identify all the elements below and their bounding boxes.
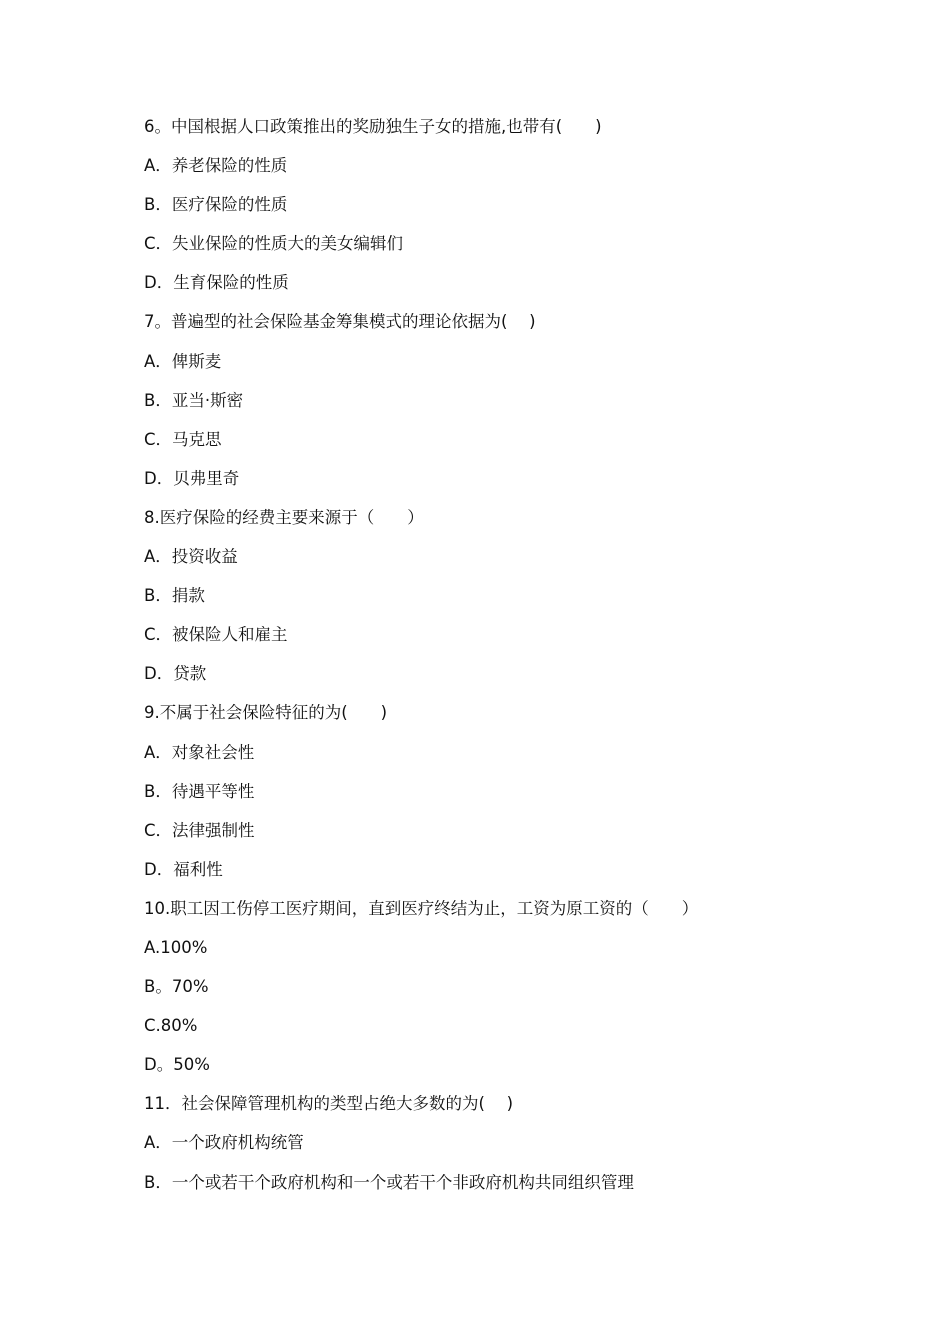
option-10d: D。50% bbox=[144, 1055, 210, 1075]
question-11: 11．社会保障管理机构的类型占绝大多数的为( ) bbox=[144, 1094, 514, 1114]
option-8a: A．投资收益 bbox=[144, 547, 238, 567]
option-9a: A．对象社会性 bbox=[144, 742, 255, 762]
option-8c: C．被保险人和雇主 bbox=[144, 625, 288, 645]
option-6a: A．养老保险的性质 bbox=[144, 156, 288, 176]
option-11b: B．一个或若干个政府机构和一个或若干个非政府机构共同组织管理 bbox=[144, 1172, 634, 1192]
option-6c: C．失业保险的性质大的美女编辑们 bbox=[144, 234, 404, 254]
option-7d: D．贝弗里奇 bbox=[144, 468, 240, 488]
question-7: 7。普遍型的社会保险基金筹集模式的理论依据为( ) bbox=[144, 312, 536, 332]
option-8d: D．贷款 bbox=[144, 664, 207, 684]
option-10a: A.100% bbox=[144, 937, 208, 957]
document-page bbox=[144, 111, 904, 1206]
option-7a: A．俾斯麦 bbox=[144, 351, 222, 371]
option-10c: C.80% bbox=[144, 1016, 198, 1036]
option-8b: B．捐款 bbox=[144, 586, 205, 606]
option-9b: B．待遇平等性 bbox=[144, 781, 255, 801]
question-9: 9.不属于社会保险特征的为( ) bbox=[144, 703, 388, 723]
question-6: 6。中国根据人口政策推出的奖励独生子女的措施,也带有( ) bbox=[144, 117, 602, 136]
question-10: 10.职工因工伤停工医疗期间，直到医疗终结为止，工资为原工资的（ ） bbox=[144, 898, 699, 918]
option-6b: B．医疗保险的性质 bbox=[144, 195, 288, 215]
option-6d: D．生育保险的性质 bbox=[144, 273, 289, 293]
option-9c: C．法律强制性 bbox=[144, 820, 255, 840]
option-7c: C．马克思 bbox=[144, 429, 222, 449]
option-11a: A．一个政府机构统管 bbox=[144, 1133, 304, 1153]
question-8: 8.医疗保险的经费主要来源于（ ） bbox=[144, 507, 424, 527]
option-10b: B。70% bbox=[144, 977, 209, 997]
option-7b: B．亚当·斯密 bbox=[144, 390, 244, 410]
option-9d: D．福利性 bbox=[144, 859, 223, 879]
